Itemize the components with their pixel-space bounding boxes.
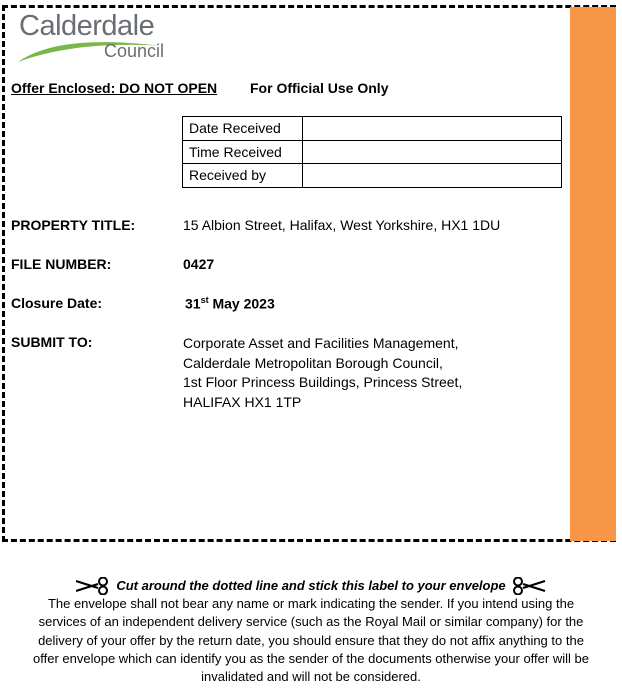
orange-side-bar [570,7,616,541]
cut-line-text: Cut around the dotted line and stick this label to your envelope [116,578,506,593]
closure-date-value [185,295,275,312]
file-number-label: FILE NUMBER: [11,256,112,272]
date-received-label: Date Received [183,117,303,141]
time-received-label: Time Received [183,140,303,164]
closure-date-month-year: May 2023 [208,295,275,312]
address-line: Corporate Asset and Facilities Management, [183,335,459,351]
property-title-value: 15 Albion Street, Halifax, West Yorkshire, HX1 1DU [183,217,501,233]
scissors-icon [76,577,110,595]
submit-to-address [183,334,462,412]
property-title-label: PROPERTY TITLE: [11,217,136,233]
submit-to-label: SUBMIT TO: [11,334,93,350]
offer-warning: Offer Enclosed: DO NOT OPEN [11,80,218,96]
instruction-line: The envelope shall not bear any name or mark indicating the sender. If you intend using the [47,596,575,612]
cut-line-instruction [0,577,622,595]
closure-date-day: 31 [185,295,201,312]
scissors-icon [512,577,546,595]
closure-date-suffix: st [200,295,209,305]
instruction-line: offer envelope which can identify you as the sender of the documents otherwise your offer will be [33,650,589,666]
file-number-value: 0427 [183,256,215,272]
official-use-table [182,116,562,188]
instruction-line: delivery of your offer by the return date, you should ensure that they do not affix anything to the [38,632,584,648]
date-received-value [303,117,562,141]
received-by-value [303,164,562,188]
time-received-value [303,140,562,164]
table-row [183,164,562,188]
received-by-label: Received by [183,164,303,188]
instruction-line: services of an independent delivery service (such as the Royal Mail or similar company) for the [38,614,584,630]
logo-word-calderdale: Calderdale [19,10,155,42]
address-line: Calderdale Metropolitan Borough Council, [183,354,443,371]
closure-date-label: Closure Date: [11,295,103,311]
table-row [183,140,562,164]
logo-word-council: Council [104,41,165,61]
address-line: 1st Floor Princess Buildings, Princess Street, [183,374,463,390]
address-line: HALIFAX HX1 1TP [183,393,302,410]
table-row [183,117,562,141]
calderdale-council-logo [16,10,166,66]
official-use-heading: For Official Use Only [250,80,389,96]
envelope-instructions [0,577,622,686]
instruction-line: invalidated and will not be considered. [201,669,421,685]
